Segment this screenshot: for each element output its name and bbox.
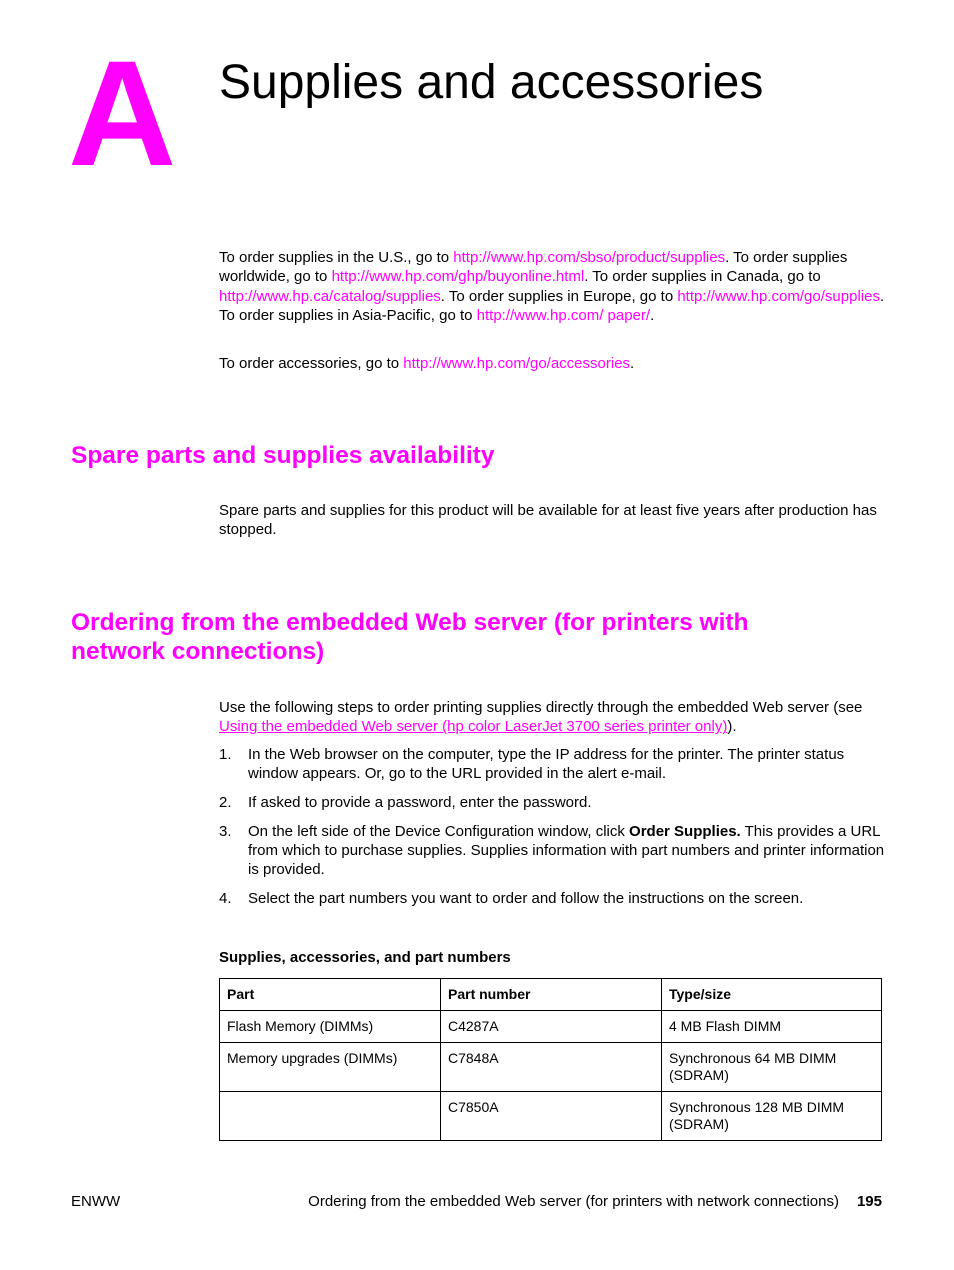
accessories-text: .: [630, 355, 635, 372]
link-canada-supplies[interactable]: http://www.hp.ca/catalog/supplies: [219, 287, 441, 305]
chapter-title: Supplies and accessories: [219, 56, 764, 109]
accessories-paragraph: [219, 354, 889, 373]
spare-parts-paragraph: Spare parts and supplies for this product will be available for at least five years after production has stopped.: [219, 502, 877, 539]
step-text: Select the part numbers you want to order and follow the instructions on the screen.: [248, 890, 804, 908]
intro-text: . To order supplies in Europe, go to: [440, 287, 678, 305]
table-cell: 4 MB Flash DIMM: [662, 1011, 882, 1043]
step-text: This provides a URL from which to purchase supplies. Supplies information with part numbers and printer information is provided.: [248, 822, 885, 879]
intro-paragraph: [219, 248, 889, 325]
link-europe-supplies[interactable]: http://www.hp.com/go/supplies: [677, 287, 880, 305]
step-text: On the left side of the Device Configuration window, click: [248, 822, 630, 840]
table-cell: C7850A: [441, 1092, 662, 1141]
column-header-type-size: Type/size: [662, 979, 882, 1011]
step-number: 3.: [219, 822, 232, 840]
step-item: [219, 822, 889, 880]
footer-manual-code: ENWW: [71, 1193, 121, 1210]
intro-text: To order supplies in the U.S., go to: [219, 249, 454, 266]
link-asia-pacific-supplies[interactable]: http://www.hp.com/ paper/: [476, 306, 651, 324]
table-row: [220, 1011, 882, 1043]
ordering-intro-text: ).: [727, 718, 737, 736]
step-item: [219, 745, 889, 784]
link-us-supplies[interactable]: http://www.hp.com/sbso/product/supplies: [453, 249, 726, 266]
intro-text: .: [650, 306, 655, 324]
table-cell: Memory upgrades (DIMMs): [220, 1043, 441, 1092]
step-text: If asked to provide a password, enter the password.: [248, 794, 592, 812]
step-number: 4.: [219, 890, 232, 908]
table-title: Supplies, accessories, and part numbers: [219, 949, 511, 966]
table-cell: Synchronous 128 MB DIMM (SDRAM): [662, 1092, 882, 1141]
step-item: [219, 889, 889, 908]
parts-table: [219, 978, 882, 1141]
table-cell: Flash Memory (DIMMs): [220, 1011, 441, 1043]
step-text: In the Web browser on the computer, type the IP address for the printer. The printer status window appears. Or, go to the URL provided in the alert e-mail.: [248, 746, 845, 783]
table-cell: C4287A: [441, 1011, 662, 1043]
column-header-part-number: Part number: [441, 979, 662, 1011]
heading-ordering: Ordering from the embedded Web server (for printers with network connections): [71, 609, 749, 665]
step-number: 2.: [219, 794, 232, 812]
link-embedded-web-server[interactable]: Using the embedded Web server (hp color LaserJet 3700 series printer only): [219, 718, 728, 736]
ordering-intro-text: Use the following steps to order printing supplies directly through the embedded Web server (see: [219, 699, 863, 716]
step-number: 1.: [219, 746, 232, 763]
step-item: [219, 793, 889, 812]
footer-section-title: Ordering from the embedded Web server (for printers with network connections): [308, 1193, 839, 1210]
ordering-intro-paragraph: [219, 698, 889, 737]
table-cell: Synchronous 64 MB DIMM (SDRAM): [662, 1043, 882, 1092]
table-row: [220, 1043, 882, 1092]
table-cell: C7848A: [441, 1043, 662, 1092]
ordering-steps-list: [219, 745, 889, 918]
accessories-text: To order accessories, go to: [219, 355, 404, 372]
chapter-letter: A: [68, 29, 175, 197]
footer-section-info: [308, 1192, 882, 1211]
table-cell: [220, 1092, 441, 1141]
link-accessories[interactable]: http://www.hp.com/go/accessories: [403, 355, 631, 372]
intro-text: . To order supplies in Canada, go to: [584, 268, 821, 286]
table-header-row: [220, 979, 882, 1011]
table-row: [220, 1092, 882, 1141]
intro-text: . To order supplies worldwide, go to: [219, 249, 848, 286]
heading-spare-parts: Spare parts and supplies availability: [71, 442, 495, 469]
intro-text: . To order supplies in Asia-Pacific, go to: [219, 287, 885, 324]
column-header-part: Part: [220, 979, 441, 1011]
page-number: 195: [856, 1193, 882, 1210]
order-supplies-label: Order Supplies.: [629, 822, 741, 840]
link-worldwide-supplies[interactable]: http://www.hp.com/ghp/buyonline.html: [331, 268, 585, 286]
